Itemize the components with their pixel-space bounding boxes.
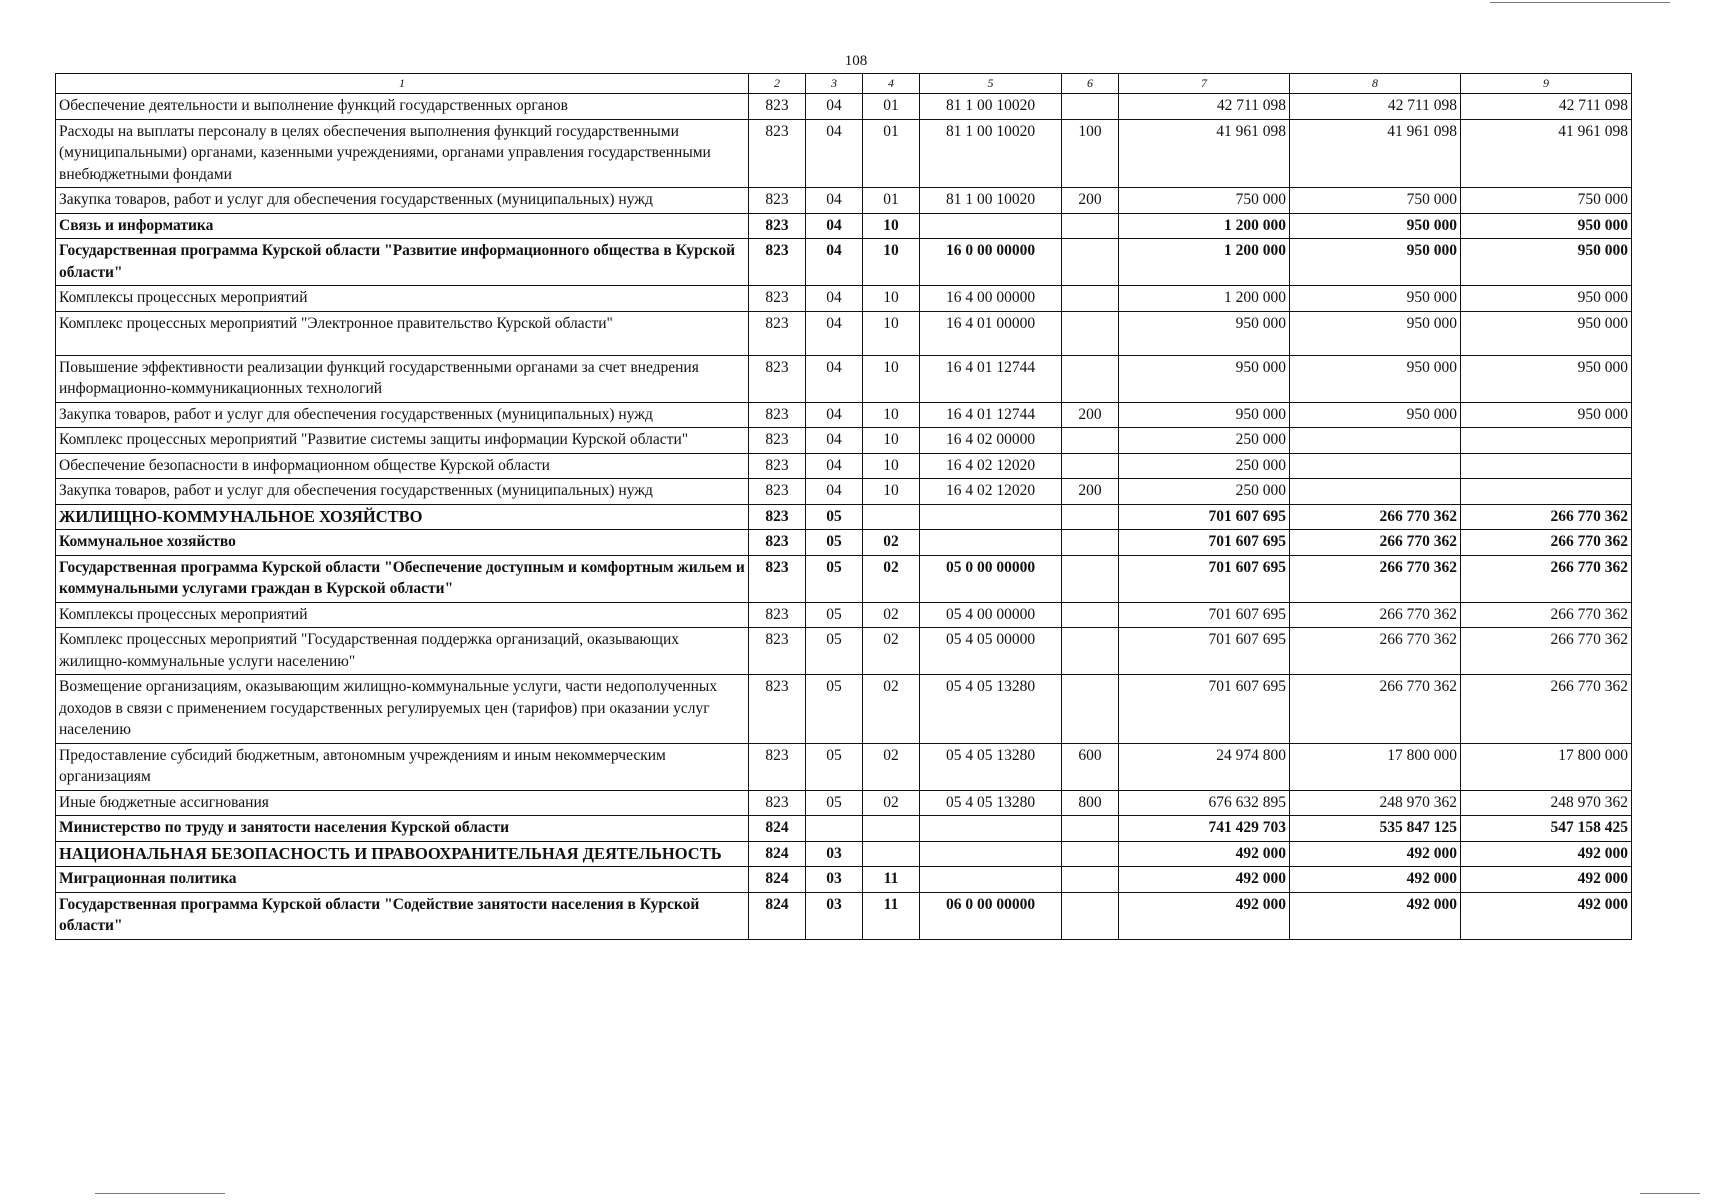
row-code-admin: 823 bbox=[749, 743, 806, 790]
row-name: Предоставление субсидий бюджетным, автономным учреждениям и иным некоммерческим организациям bbox=[56, 743, 749, 790]
row-code-section: 05 bbox=[806, 555, 863, 602]
row-name: Государственная программа Курской области "Обеспечение доступным и комфортным жильем и коммунальными услугами граждан в Курской области" bbox=[56, 555, 749, 602]
row-code-section: 05 bbox=[806, 530, 863, 556]
row-code-section: 04 bbox=[806, 428, 863, 454]
row-code-subsection bbox=[863, 816, 920, 842]
column-header: 1 bbox=[56, 74, 749, 94]
row-code-subsection: 01 bbox=[863, 188, 920, 214]
table-row bbox=[56, 94, 1632, 120]
scan-edge-line bbox=[1490, 2, 1670, 3]
row-amount-8: 42 711 098 bbox=[1290, 94, 1461, 120]
row-code-expense bbox=[1062, 555, 1119, 602]
row-amount-7: 701 607 695 bbox=[1119, 504, 1290, 530]
row-code-section: 04 bbox=[806, 119, 863, 188]
row-amount-7: 701 607 695 bbox=[1119, 675, 1290, 744]
row-code-subsection: 11 bbox=[863, 892, 920, 939]
row-amount-9: 248 970 362 bbox=[1461, 790, 1632, 816]
row-code-subsection: 10 bbox=[863, 453, 920, 479]
row-amount-7: 250 000 bbox=[1119, 453, 1290, 479]
column-header: 7 bbox=[1119, 74, 1290, 94]
row-amount-7: 950 000 bbox=[1119, 355, 1290, 402]
row-amount-9: 950 000 bbox=[1461, 355, 1632, 402]
row-code-section: 05 bbox=[806, 628, 863, 675]
row-code-expense bbox=[1062, 428, 1119, 454]
column-header: 8 bbox=[1290, 74, 1461, 94]
row-amount-8: 950 000 bbox=[1290, 402, 1461, 428]
row-name: Закупка товаров, работ и услуг для обеспечения государственных (муниципальных) нужд bbox=[56, 479, 749, 505]
table-row bbox=[56, 311, 1632, 355]
row-code-admin: 824 bbox=[749, 841, 806, 867]
row-name: Обеспечение деятельности и выполнение функций государственных органов bbox=[56, 94, 749, 120]
row-amount-9: 266 770 362 bbox=[1461, 504, 1632, 530]
row-amount-8: 535 847 125 bbox=[1290, 816, 1461, 842]
row-amount-7: 1 200 000 bbox=[1119, 213, 1290, 239]
row-code-expense bbox=[1062, 213, 1119, 239]
row-code-admin: 823 bbox=[749, 530, 806, 556]
row-code-expense bbox=[1062, 867, 1119, 893]
row-name: Комплекс процессных мероприятий "Государственная поддержка организаций, оказывающих жилищно-коммунальные услуги населению" bbox=[56, 628, 749, 675]
row-code-subsection: 10 bbox=[863, 402, 920, 428]
row-code-target: 05 4 05 13280 bbox=[920, 743, 1062, 790]
row-code-admin: 823 bbox=[749, 311, 806, 355]
row-code-expense: 200 bbox=[1062, 479, 1119, 505]
page-number: 108 bbox=[844, 53, 868, 69]
row-code-section: 04 bbox=[806, 286, 863, 312]
row-code-admin: 824 bbox=[749, 892, 806, 939]
row-code-expense bbox=[1062, 311, 1119, 355]
row-amount-9: 492 000 bbox=[1461, 841, 1632, 867]
row-name: Государственная программа Курской области "Развитие информационного общества в Курской области" bbox=[56, 239, 749, 286]
row-amount-9: 17 800 000 bbox=[1461, 743, 1632, 790]
row-name: Связь и информатика bbox=[56, 213, 749, 239]
row-amount-7: 250 000 bbox=[1119, 428, 1290, 454]
row-code-subsection: 11 bbox=[863, 867, 920, 893]
row-amount-8: 17 800 000 bbox=[1290, 743, 1461, 790]
row-amount-8 bbox=[1290, 479, 1461, 505]
row-code-admin: 823 bbox=[749, 119, 806, 188]
column-header: 4 bbox=[863, 74, 920, 94]
table-row bbox=[56, 402, 1632, 428]
table-row bbox=[56, 286, 1632, 312]
row-amount-7: 741 429 703 bbox=[1119, 816, 1290, 842]
row-code-expense bbox=[1062, 94, 1119, 120]
row-name: Расходы на выплаты персоналу в целях обеспечения выполнения функций государственными (муниципальными) органами, казенными учреждениями, органами управления государственными внебюджетными фондами bbox=[56, 119, 749, 188]
row-amount-8: 492 000 bbox=[1290, 841, 1461, 867]
row-code-admin: 823 bbox=[749, 628, 806, 675]
row-code-target: 81 1 00 10020 bbox=[920, 188, 1062, 214]
row-amount-7: 1 200 000 bbox=[1119, 239, 1290, 286]
row-code-subsection: 10 bbox=[863, 239, 920, 286]
row-name: Комплекс процессных мероприятий "Электронное правительство Курской области" bbox=[56, 311, 749, 355]
row-code-section: 05 bbox=[806, 790, 863, 816]
row-amount-8: 950 000 bbox=[1290, 286, 1461, 312]
row-code-expense: 200 bbox=[1062, 402, 1119, 428]
row-name: НАЦИОНАЛЬНАЯ БЕЗОПАСНОСТЬ И ПРАВООХРАНИТЕЛЬНАЯ ДЕЯТЕЛЬНОСТЬ bbox=[56, 841, 749, 867]
row-amount-8: 750 000 bbox=[1290, 188, 1461, 214]
row-amount-7: 1 200 000 bbox=[1119, 286, 1290, 312]
row-code-section: 03 bbox=[806, 892, 863, 939]
row-amount-8: 266 770 362 bbox=[1290, 628, 1461, 675]
row-name: Комплексы процессных мероприятий bbox=[56, 286, 749, 312]
row-code-subsection: 10 bbox=[863, 355, 920, 402]
row-amount-7: 492 000 bbox=[1119, 867, 1290, 893]
row-code-subsection: 02 bbox=[863, 530, 920, 556]
row-name: Министерство по труду и занятости населения Курской области bbox=[56, 816, 749, 842]
row-code-admin: 823 bbox=[749, 555, 806, 602]
row-code-target bbox=[920, 816, 1062, 842]
table-row bbox=[56, 239, 1632, 286]
row-code-subsection: 10 bbox=[863, 286, 920, 312]
row-amount-8: 950 000 bbox=[1290, 213, 1461, 239]
row-amount-8 bbox=[1290, 453, 1461, 479]
row-amount-9: 41 961 098 bbox=[1461, 119, 1632, 188]
row-code-admin: 823 bbox=[749, 504, 806, 530]
row-amount-7: 492 000 bbox=[1119, 892, 1290, 939]
row-code-target: 81 1 00 10020 bbox=[920, 94, 1062, 120]
row-amount-9: 950 000 bbox=[1461, 213, 1632, 239]
row-name: Коммунальное хозяйство bbox=[56, 530, 749, 556]
row-code-admin: 824 bbox=[749, 816, 806, 842]
row-code-admin: 823 bbox=[749, 790, 806, 816]
row-name: Комплекс процессных мероприятий "Развитие системы защиты информации Курской области" bbox=[56, 428, 749, 454]
row-code-target: 16 4 01 00000 bbox=[920, 311, 1062, 355]
row-code-expense bbox=[1062, 675, 1119, 744]
row-code-section bbox=[806, 816, 863, 842]
scan-edge-line bbox=[1640, 1193, 1700, 1194]
row-code-expense bbox=[1062, 286, 1119, 312]
row-code-target: 16 4 02 12020 bbox=[920, 453, 1062, 479]
header-row bbox=[56, 74, 1632, 94]
table-row bbox=[56, 479, 1632, 505]
row-name: Государственная программа Курской области "Содействие занятости населения в Курской области" bbox=[56, 892, 749, 939]
row-code-subsection: 02 bbox=[863, 555, 920, 602]
row-amount-7: 250 000 bbox=[1119, 479, 1290, 505]
column-header: 6 bbox=[1062, 74, 1119, 94]
row-code-target: 16 4 00 00000 bbox=[920, 286, 1062, 312]
table-row bbox=[56, 675, 1632, 744]
row-code-expense: 600 bbox=[1062, 743, 1119, 790]
row-code-target: 16 0 00 00000 bbox=[920, 239, 1062, 286]
row-amount-8: 266 770 362 bbox=[1290, 602, 1461, 628]
row-code-section: 04 bbox=[806, 188, 863, 214]
row-code-subsection: 01 bbox=[863, 94, 920, 120]
row-code-expense bbox=[1062, 892, 1119, 939]
row-code-subsection bbox=[863, 504, 920, 530]
row-name: Возмещение организациям, оказывающим жилищно-коммунальные услуги, части недополученных доходов в связи с применением государственных регулируемых цен (тарифов) при оказании услуг населению bbox=[56, 675, 749, 744]
row-code-admin: 823 bbox=[749, 213, 806, 239]
row-amount-9: 950 000 bbox=[1461, 286, 1632, 312]
row-amount-9: 42 711 098 bbox=[1461, 94, 1632, 120]
row-code-target: 05 0 00 00000 bbox=[920, 555, 1062, 602]
row-code-subsection: 02 bbox=[863, 743, 920, 790]
row-amount-9: 492 000 bbox=[1461, 867, 1632, 893]
row-code-subsection: 10 bbox=[863, 479, 920, 505]
row-code-target: 81 1 00 10020 bbox=[920, 119, 1062, 188]
table-row bbox=[56, 841, 1632, 867]
row-amount-8: 266 770 362 bbox=[1290, 530, 1461, 556]
row-code-target bbox=[920, 504, 1062, 530]
row-amount-8: 950 000 bbox=[1290, 311, 1461, 355]
table-row bbox=[56, 453, 1632, 479]
table-row bbox=[56, 628, 1632, 675]
table-row bbox=[56, 892, 1632, 939]
row-code-subsection: 02 bbox=[863, 602, 920, 628]
row-amount-7: 701 607 695 bbox=[1119, 530, 1290, 556]
row-code-admin: 823 bbox=[749, 355, 806, 402]
row-code-expense bbox=[1062, 453, 1119, 479]
row-code-expense bbox=[1062, 504, 1119, 530]
row-name: Обеспечение безопасности в информационном обществе Курской области bbox=[56, 453, 749, 479]
row-amount-7: 750 000 bbox=[1119, 188, 1290, 214]
row-code-target: 16 4 01 12744 bbox=[920, 355, 1062, 402]
column-header: 5 bbox=[920, 74, 1062, 94]
row-code-section: 03 bbox=[806, 841, 863, 867]
row-name: Закупка товаров, работ и услуг для обеспечения государственных (муниципальных) нужд bbox=[56, 402, 749, 428]
table-row bbox=[56, 602, 1632, 628]
row-code-target: 05 4 00 00000 bbox=[920, 602, 1062, 628]
row-code-expense bbox=[1062, 841, 1119, 867]
row-amount-7: 42 711 098 bbox=[1119, 94, 1290, 120]
row-amount-7: 701 607 695 bbox=[1119, 555, 1290, 602]
row-amount-8: 266 770 362 bbox=[1290, 555, 1461, 602]
row-code-subsection: 02 bbox=[863, 790, 920, 816]
row-amount-9: 266 770 362 bbox=[1461, 675, 1632, 744]
row-name: Повышение эффективности реализации функций государственными органами за счет внедрения информационно-коммуникационных технологий bbox=[56, 355, 749, 402]
row-code-target bbox=[920, 530, 1062, 556]
row-amount-8: 248 970 362 bbox=[1290, 790, 1461, 816]
row-name: Закупка товаров, работ и услуг для обеспечения государственных (муниципальных) нужд bbox=[56, 188, 749, 214]
row-code-target: 05 4 05 00000 bbox=[920, 628, 1062, 675]
row-amount-9 bbox=[1461, 428, 1632, 454]
row-amount-8: 266 770 362 bbox=[1290, 675, 1461, 744]
scan-edge-line bbox=[95, 1193, 225, 1194]
table-row bbox=[56, 530, 1632, 556]
row-amount-8 bbox=[1290, 428, 1461, 454]
table-row bbox=[56, 867, 1632, 893]
row-code-section: 04 bbox=[806, 479, 863, 505]
column-header: 2 bbox=[749, 74, 806, 94]
row-name: Комплексы процессных мероприятий bbox=[56, 602, 749, 628]
row-amount-9 bbox=[1461, 479, 1632, 505]
row-code-admin: 823 bbox=[749, 94, 806, 120]
row-code-admin: 823 bbox=[749, 479, 806, 505]
row-code-subsection: 10 bbox=[863, 428, 920, 454]
row-amount-7: 701 607 695 bbox=[1119, 628, 1290, 675]
row-amount-7: 24 974 800 bbox=[1119, 743, 1290, 790]
row-code-subsection bbox=[863, 841, 920, 867]
table-row bbox=[56, 743, 1632, 790]
table-row bbox=[56, 213, 1632, 239]
row-code-target bbox=[920, 841, 1062, 867]
row-amount-9: 950 000 bbox=[1461, 239, 1632, 286]
row-amount-9: 750 000 bbox=[1461, 188, 1632, 214]
row-code-target: 05 4 05 13280 bbox=[920, 675, 1062, 744]
row-amount-9 bbox=[1461, 453, 1632, 479]
row-code-section: 04 bbox=[806, 311, 863, 355]
row-code-expense: 100 bbox=[1062, 119, 1119, 188]
row-code-subsection: 10 bbox=[863, 213, 920, 239]
row-code-subsection: 02 bbox=[863, 628, 920, 675]
row-code-subsection: 10 bbox=[863, 311, 920, 355]
row-code-admin: 823 bbox=[749, 453, 806, 479]
table-row bbox=[56, 188, 1632, 214]
row-amount-8: 492 000 bbox=[1290, 867, 1461, 893]
row-code-section: 04 bbox=[806, 213, 863, 239]
table-body bbox=[56, 94, 1632, 940]
row-code-section: 04 bbox=[806, 94, 863, 120]
row-amount-7: 950 000 bbox=[1119, 402, 1290, 428]
row-code-expense bbox=[1062, 628, 1119, 675]
row-name: Миграционная политика bbox=[56, 867, 749, 893]
row-amount-7: 676 632 895 bbox=[1119, 790, 1290, 816]
row-amount-9: 266 770 362 bbox=[1461, 555, 1632, 602]
row-amount-9: 266 770 362 bbox=[1461, 530, 1632, 556]
row-code-section: 05 bbox=[806, 602, 863, 628]
row-code-admin: 823 bbox=[749, 188, 806, 214]
row-code-admin: 823 bbox=[749, 239, 806, 286]
row-code-admin: 823 bbox=[749, 602, 806, 628]
row-amount-7: 41 961 098 bbox=[1119, 119, 1290, 188]
row-amount-8: 41 961 098 bbox=[1290, 119, 1461, 188]
table-row bbox=[56, 816, 1632, 842]
row-code-target: 05 4 05 13280 bbox=[920, 790, 1062, 816]
row-code-admin: 823 bbox=[749, 286, 806, 312]
row-amount-8: 266 770 362 bbox=[1290, 504, 1461, 530]
row-code-target: 16 4 01 12744 bbox=[920, 402, 1062, 428]
row-code-expense bbox=[1062, 816, 1119, 842]
row-code-admin: 823 bbox=[749, 402, 806, 428]
row-code-target: 16 4 02 00000 bbox=[920, 428, 1062, 454]
row-code-section: 05 bbox=[806, 504, 863, 530]
table-row bbox=[56, 504, 1632, 530]
table-row bbox=[56, 119, 1632, 188]
row-amount-7: 701 607 695 bbox=[1119, 602, 1290, 628]
row-code-expense bbox=[1062, 239, 1119, 286]
row-code-section: 05 bbox=[806, 743, 863, 790]
row-amount-9: 950 000 bbox=[1461, 311, 1632, 355]
row-amount-8: 492 000 bbox=[1290, 892, 1461, 939]
table-row bbox=[56, 355, 1632, 402]
table-row bbox=[56, 790, 1632, 816]
column-header: 9 bbox=[1461, 74, 1632, 94]
row-amount-9: 492 000 bbox=[1461, 892, 1632, 939]
row-code-section: 04 bbox=[806, 453, 863, 479]
row-code-expense: 200 bbox=[1062, 188, 1119, 214]
row-amount-9: 950 000 bbox=[1461, 402, 1632, 428]
row-amount-8: 950 000 bbox=[1290, 239, 1461, 286]
table-row bbox=[56, 555, 1632, 602]
row-code-target: 16 4 02 12020 bbox=[920, 479, 1062, 505]
row-amount-9: 547 158 425 bbox=[1461, 816, 1632, 842]
row-amount-7: 492 000 bbox=[1119, 841, 1290, 867]
column-header: 3 bbox=[806, 74, 863, 94]
row-code-subsection: 01 bbox=[863, 119, 920, 188]
table-row bbox=[56, 428, 1632, 454]
row-amount-8: 950 000 bbox=[1290, 355, 1461, 402]
row-code-expense: 800 bbox=[1062, 790, 1119, 816]
row-code-admin: 824 bbox=[749, 867, 806, 893]
row-code-section: 04 bbox=[806, 239, 863, 286]
row-name: Иные бюджетные ассигнования bbox=[56, 790, 749, 816]
row-code-expense bbox=[1062, 530, 1119, 556]
row-code-expense bbox=[1062, 355, 1119, 402]
row-code-section: 05 bbox=[806, 675, 863, 744]
budget-table bbox=[55, 73, 1632, 940]
row-code-subsection: 02 bbox=[863, 675, 920, 744]
row-amount-9: 266 770 362 bbox=[1461, 602, 1632, 628]
row-amount-7: 950 000 bbox=[1119, 311, 1290, 355]
row-code-target bbox=[920, 213, 1062, 239]
row-amount-9: 266 770 362 bbox=[1461, 628, 1632, 675]
row-code-expense bbox=[1062, 602, 1119, 628]
row-name: ЖИЛИЩНО-КОММУНАЛЬНОЕ ХОЗЯЙСТВО bbox=[56, 504, 749, 530]
row-code-admin: 823 bbox=[749, 428, 806, 454]
row-code-section: 03 bbox=[806, 867, 863, 893]
row-code-target: 06 0 00 00000 bbox=[920, 892, 1062, 939]
row-code-admin: 823 bbox=[749, 675, 806, 744]
row-code-section: 04 bbox=[806, 355, 863, 402]
row-code-section: 04 bbox=[806, 402, 863, 428]
row-code-target bbox=[920, 867, 1062, 893]
